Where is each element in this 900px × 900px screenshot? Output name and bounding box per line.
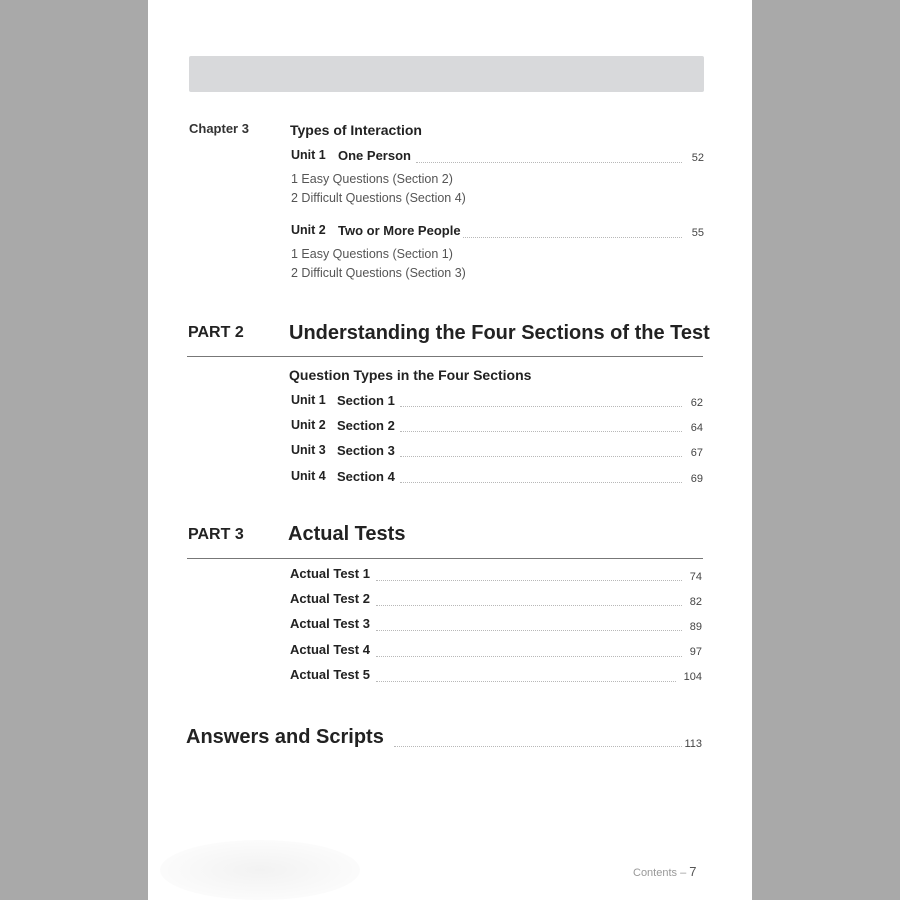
subitem: 2 Difficult Questions (Section 4) [291,191,466,205]
subitem: 2 Difficult Questions (Section 3) [291,266,466,280]
dot-leader [463,237,682,238]
test-name: Actual Test 2 [290,591,370,606]
page-number: 104 [683,671,702,683]
dot-leader [400,456,682,457]
chapter-title: Types of Interaction [290,122,422,138]
page-number: 82 [689,596,702,608]
test-name: Actual Test 4 [290,642,370,657]
answers-title: Answers and Scripts [186,726,384,748]
subitem: 1 Easy Questions (Section 2) [291,172,453,186]
part-title: Understanding the Four Sections of the Test [289,322,710,344]
page-number: 113 [684,738,702,750]
unit-name: Section 1 [337,393,395,408]
dot-leader [376,630,682,631]
page-number: 97 [689,646,702,658]
unit-name: Section 3 [337,443,395,458]
dot-leader [376,580,682,581]
dot-leader [400,482,682,483]
chapter-label: Chapter 3 [189,121,249,136]
dot-leader [400,406,682,407]
dot-leader [400,431,682,432]
dot-leader [376,681,676,682]
unit-label: Unit 1 [291,393,326,407]
unit-name: Two or More People [338,223,461,238]
page-number: 64 [690,422,703,434]
section-subtitle: Question Types in the Four Sections [289,367,532,383]
header-bar [189,56,704,92]
section-rule [187,558,703,559]
dot-leader [416,162,682,163]
unit-label: Unit 2 [291,418,326,432]
page-number: 89 [689,621,702,633]
test-name: Actual Test 5 [290,667,370,682]
part-label: PART 3 [188,526,244,543]
unit-label: Unit 1 [291,148,326,162]
page-number: 74 [689,571,702,583]
document-page [148,0,752,900]
page-number: 67 [690,447,703,459]
unit-name: Section 4 [337,469,395,484]
footer-separator: – [680,867,687,879]
test-name: Actual Test 1 [290,566,370,581]
page-number: 62 [690,397,703,409]
dot-leader [376,656,682,657]
unit-label: Unit 2 [291,223,326,237]
dot-leader [376,605,682,606]
subitem: 1 Easy Questions (Section 1) [291,247,453,261]
unit-name: One Person [338,148,411,163]
page-footer [633,864,697,879]
unit-label: Unit 4 [291,469,326,483]
page-number: 55 [691,227,704,239]
scan-smudge [160,840,360,900]
test-name: Actual Test 3 [290,616,370,631]
unit-label: Unit 3 [291,443,326,457]
unit-name: Section 2 [337,418,395,433]
footer-label: Contents [633,867,678,879]
section-rule [187,356,703,357]
page-number: 69 [690,473,703,485]
dot-leader [394,746,682,747]
page-number: 52 [691,152,704,164]
part-label: PART 2 [188,324,244,341]
part-title: Actual Tests [288,523,406,545]
footer-page-number: 7 [689,864,697,879]
